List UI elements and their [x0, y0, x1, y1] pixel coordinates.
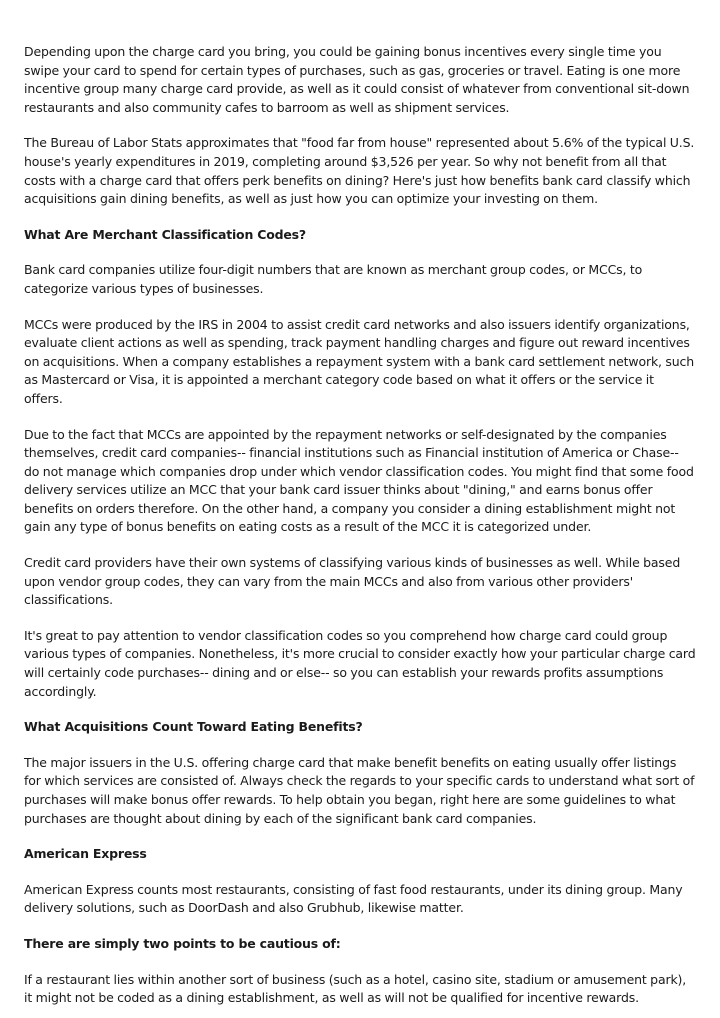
paragraph-mcc-history: MCCs were produced by the IRS in 2004 to assist credit card networks and also issuers identify organizations, evaluate client actions as well as spending, track payment handling charges and figure out reward incentives on acquisitions. When a company establishes a repayment system with a bank card settlement network, such as Mastercard or Visa, it is appointed a merchant category code based on what it offers or the service it offers.	[24, 316, 695, 406]
paragraph-restaurant-caution: If a restaurant lies within another sort of business (such as a hotel, casino site, stadium or amusement park), it might not be coded as a dining establishment, as well as will not be qualified for incentive rewards.	[24, 971, 687, 1006]
paragraph-issuer-listings: The major issuers in the U.S. offering charge card that make benefit benefits on eating usually offer listings for which services are consisted of. Always check the regards to your specific cards to understand what sort of purchases will make bonus offer rewards. To help obtain you began, right here are some guidelines to what purchases are thought about dining by each of the significant bank card companies.	[24, 754, 695, 826]
paragraph-bls-spending: The Bureau of Labor Stats approximates that "food far from house" represented about 5.6% of the typical U.S. house's yearly expenditures in 2019, completing around $3,526 per year. So why not benefit from all that costs with a charge card that offers perk benefits on dining? Here's just how benefits bank card classify which acquisitions gain dining benefits, as well as just how you can optimize your investing on them.	[24, 135, 695, 207]
paragraph-amex-dining: American Express counts most restaurants, consisting of fast food restaurants, under its dining group. Many delivery solutions, such as DoorDash and also Grubhub, likewise matter.	[24, 881, 683, 916]
heading-dining-purchases: What Acquisitions Count Toward Eating Benefits?	[24, 719, 363, 735]
paragraph-mcc-assignment: Due to the fact that MCCs are appointed by the repayment networks or self-designated by the companies themselves, credit card companies-- financial institutions such as Financial institution of America or Chase-- do not manage which companies drop under which vendor classification codes. You might find that some food delivery services utilize an MCC that your bank card issuer thinks about "dining," and earns bonus offer benefits on orders therefore. On the other hand, a company you consider a dining establishment might not gain any type of bonus benefits on eating costs as a result of the MCC it is categorized under.	[24, 426, 694, 535]
heading-merchant-codes: What Are Merchant Classification Codes?	[24, 226, 306, 242]
heading-cautions: There are simply two points to be cautious of:	[24, 935, 341, 951]
paragraph-intro: Depending upon the charge card you bring, you could be gaining bonus incentives every single time you swipe your card to spend for certain types of purchases, such as gas, groceries or travel. Eating is one more incentive group many charge card provide, as well as it could consist of whatever from conventional sit-down restaurants and also community cafes to barroom as well as shipment services.	[24, 44, 690, 115]
paragraph-provider-systems: Credit card providers have their own systems of classifying various kinds of businesses as well. While based upon vendor group codes, they can vary from the main MCCs and also from various other providers' classifications.	[24, 555, 681, 608]
paragraph-pay-attention: It's great to pay attention to vendor classification codes so you comprehend how charge card could group various types of companies. Nonetheless, it's more crucial to consider exactly how your particular charge card will certainly code purchases-- dining and or else-- so you can establish your rewards profits assumptions accordingly.	[24, 627, 696, 699]
heading-american-express: American Express	[24, 846, 147, 862]
paragraph-mcc-definition: Bank card companies utilize four-digit numbers that are known as merchant group codes, or MCCs, to categorize various types of businesses.	[24, 262, 643, 296]
